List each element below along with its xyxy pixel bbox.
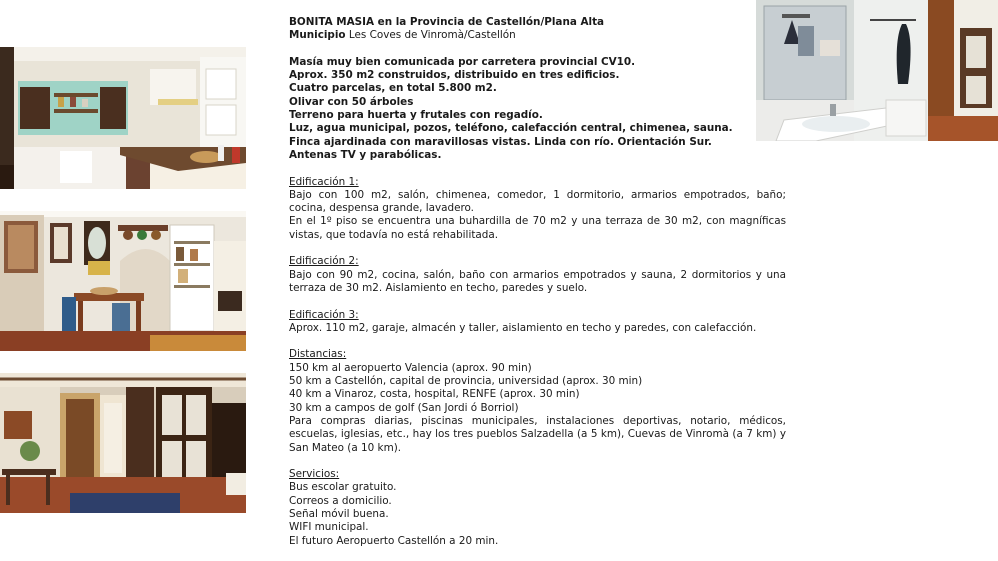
dining-room-photo (0, 211, 246, 351)
distancias-section (289, 348, 786, 454)
highlight-item: Cuatro parcelas, en total 5.800 m2. (289, 82, 497, 95)
living-room-photo (0, 373, 246, 513)
highlight-item: Luz, agua municipal, pozos, teléfono, calefacción central, chimenea, sauna. (289, 122, 733, 135)
edificacion-1-heading: Edificación 1: (289, 175, 359, 188)
municipality-line (289, 29, 786, 42)
edificacion-1-section (289, 176, 786, 242)
distance-line: 50 km a Castellón, capital de provincia, universidad (aprox. 30 min) (289, 375, 643, 388)
distance-line: 150 km al aeropuerto Valencia (aprox. 90 min) (289, 361, 532, 374)
municipio-label: Municipio (289, 29, 346, 42)
servicios-heading: Servicios: (289, 468, 340, 481)
listing-title: BONITA MASIA en la Provincia de Castellón/Plana Alta (289, 16, 605, 28)
servicios-section (289, 468, 786, 548)
edificacion-1-text-2: En el 1º piso se encuentra una buhardilla de 70 m2 y una terraza de 30 m2, con magníficas vistas, que todavía no está rehabilitada. (289, 215, 786, 241)
property-description (289, 16, 786, 548)
service-line: WIFI municipal. (289, 521, 369, 534)
kitchen-photo (0, 47, 246, 189)
highlight-item: Masía muy bien comunicada por carretera provincial CV10. (289, 55, 636, 68)
edificacion-3-text: Aprox. 110 m2, garaje, almacén y taller, aislamiento en techo y paredes, con calefacción. (289, 321, 757, 334)
edificacion-3-section (289, 309, 786, 336)
distance-line: 40 km a Vinaroz, costa, hospital, RENFE (aprox. 30 min) (289, 388, 580, 401)
highlights-list (289, 56, 786, 162)
distance-line: 30 km a campos de golf (San Jordi ó Borriol) (289, 401, 519, 414)
highlight-item: Aprox. 350 m2 construidos, distribuido en tres edificios. (289, 69, 620, 82)
municipio-value: Les Coves de Vinromà/Castellón (348, 29, 516, 42)
highlight-item: Terreno para huerta y frutales con regadío. (289, 109, 543, 122)
edificacion-2-heading: Edificación 2: (289, 255, 359, 268)
service-line: Señal móvil buena. (289, 507, 389, 520)
edificacion-2-section (289, 255, 786, 295)
distancias-heading: Distancias: (289, 348, 347, 361)
service-line: Bus escolar gratuito. (289, 481, 397, 494)
service-line: El futuro Aeropuerto Castellón a 20 min. (289, 534, 499, 547)
bathroom-photo (756, 0, 998, 141)
highlight-item: Finca ajardinada con maravillosas vistas. Linda con río. Orientación Sur. (289, 135, 712, 148)
service-line: Correos a domicilio. (289, 494, 392, 507)
edificacion-3-heading: Edificación 3: (289, 308, 359, 321)
highlight-item: Antenas TV y parabólicas. (289, 148, 442, 161)
highlight-item: Olivar con 50 árboles (289, 95, 414, 108)
distancias-paragraph: Para compras diarias, piscinas municipales, instalaciones deportivas, notario, médicos, escuelas, iglesias, etc., hay los tres pueblos Salzadella (a 5 km), Cuevas de Vinromà (a 7 km) y San Mateo (a 10 km). (289, 414, 786, 454)
edificacion-1-text: Bajo con 100 m2, salón, chimenea, comedor, 1 dormitorio, armarios empotrados, baño; cocina, despensa grande, lavadero. (289, 188, 786, 215)
edificacion-2-text: Bajo con 90 m2, cocina, salón, baño con armarios empotrados y sauna, 2 dormitorios y una terraza de 30 m2. Aislamiento en techo, paredes y suelo. (289, 268, 786, 294)
